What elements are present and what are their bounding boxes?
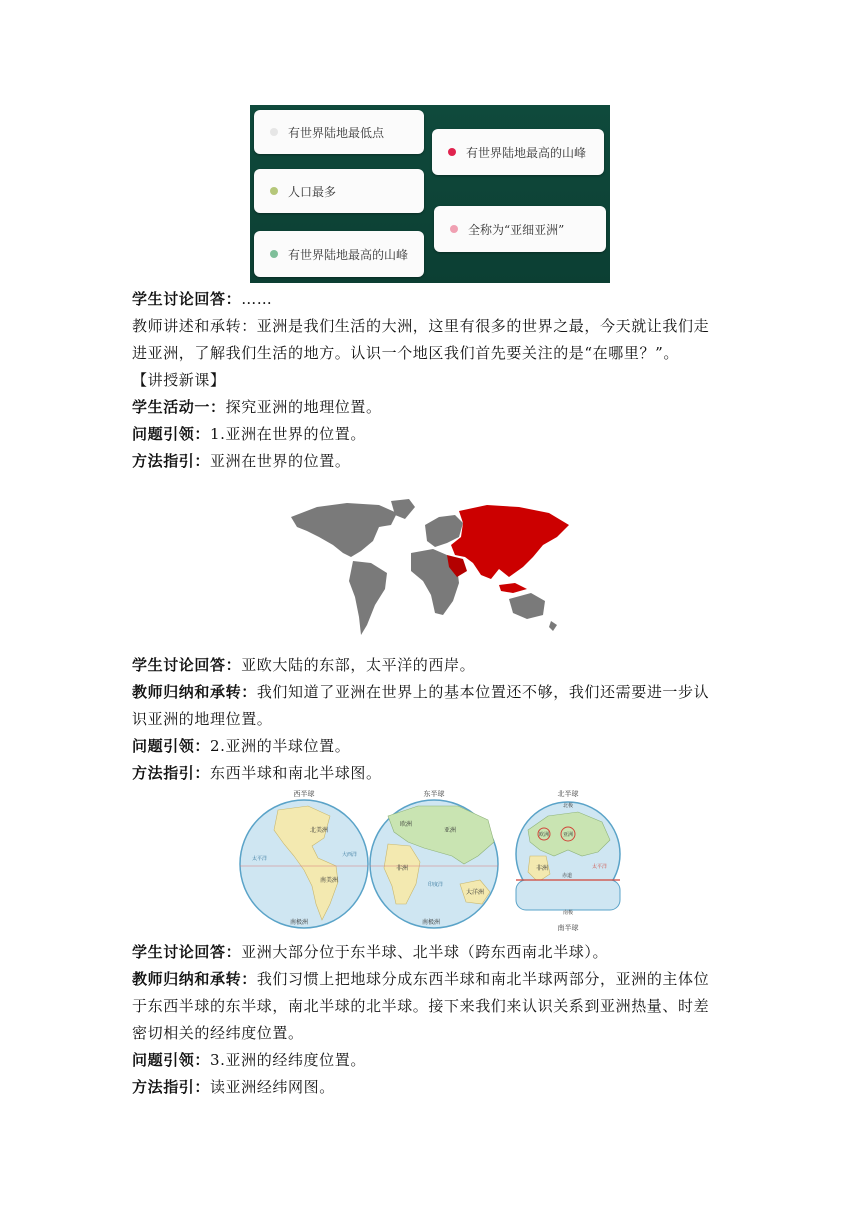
west-hemisphere-title: 西半球 bbox=[293, 790, 315, 798]
fact-card-text: 有世界陆地最高的山峰 bbox=[466, 145, 587, 160]
fact-card bbox=[254, 110, 424, 154]
paragraph: 问题引领：1.亚洲在世界的位置。 bbox=[132, 425, 366, 443]
north-america-shape bbox=[291, 503, 397, 557]
asia-facts-board-image bbox=[250, 105, 610, 283]
paragraph: 方法指引：东西半球和南北半球图。 bbox=[132, 764, 382, 782]
paragraph: 问题引领：2.亚洲的半球位置。 bbox=[132, 737, 351, 755]
label-asia-north: 亚洲 bbox=[562, 832, 574, 838]
text-block-1 bbox=[132, 286, 724, 475]
fact-card-text: 有世界陆地最高的山峰 bbox=[288, 247, 409, 262]
fact-card bbox=[434, 206, 606, 252]
label-asia: 亚洲 bbox=[444, 827, 457, 834]
label-europe-north: 欧洲 bbox=[538, 832, 550, 838]
label-europe: 欧洲 bbox=[400, 821, 413, 828]
paragraph: 教师归纳和承转：我们知道了亚洲在世界上的基本位置还不够，我们还需要进一步认识亚洲的地理位置。 bbox=[132, 683, 710, 728]
bullet-dot-icon bbox=[270, 128, 278, 136]
fact-card-text: 人口最多 bbox=[288, 184, 337, 199]
label-pacific-north: 太平洋 bbox=[592, 864, 608, 870]
paragraph: 方法指引：读亚洲经纬网图。 bbox=[132, 1078, 335, 1096]
label-africa: 非洲 bbox=[396, 865, 409, 872]
label-south-pole: 南极 bbox=[562, 910, 574, 916]
label-pacific: 太平洋 bbox=[252, 856, 268, 862]
label-north-pole: 北极 bbox=[562, 803, 574, 809]
asia-shape bbox=[451, 505, 569, 579]
bullet-dot-icon bbox=[270, 187, 278, 195]
fact-card-text: 全称为“亚细亚洲” bbox=[468, 222, 565, 237]
paragraph: 教师归纳和承转：我们习惯上把地球分成东西半球和南北半球两部分，亚洲的主体位于东西半球的东半球，南北半球的北半球。接下来我们来认识关系到亚洲热量、时差密切相关的经纬度位置。 bbox=[132, 970, 710, 1042]
fact-card bbox=[432, 129, 604, 175]
bullet-dot-icon bbox=[448, 148, 456, 156]
label-atlantic: 大西洋 bbox=[342, 852, 358, 858]
paragraph: 教师讲述和承转：亚洲是我们生活的大洲，这里有很多的世界之最，今天就让我们走进亚洲，了解我们生活的地方。认识一个地区我们首先要关注的是“在哪里？”。 bbox=[132, 317, 710, 362]
south-hemisphere-band bbox=[516, 880, 620, 910]
paragraph: 学生讨论回答：…… bbox=[132, 290, 273, 308]
paragraph: 学生讨论回答：亚洲大部分位于东半球、北半球（跨东西南北半球）。 bbox=[132, 943, 609, 961]
hemisphere-globes-figure bbox=[238, 786, 632, 934]
bullet-dot-icon bbox=[270, 250, 278, 258]
south-hemisphere-title: 南半球 bbox=[557, 924, 579, 932]
paragraph: 问题引领：3.亚洲的经纬度位置。 bbox=[132, 1051, 366, 1069]
east-hemisphere-title: 东半球 bbox=[423, 790, 445, 798]
new-zealand-shape bbox=[549, 621, 557, 631]
label-africa-north: 非洲 bbox=[536, 865, 549, 872]
australia-shape bbox=[509, 593, 545, 619]
label-antarctica-west: 南极洲 bbox=[290, 919, 309, 926]
world-map-asia-highlight bbox=[287, 497, 571, 641]
fact-card bbox=[254, 169, 424, 213]
paragraph: 方法指引：亚洲在世界的位置。 bbox=[132, 452, 351, 470]
north-hemisphere-title: 北半球 bbox=[557, 790, 579, 798]
label-equator: 赤道 bbox=[562, 873, 573, 879]
label-antarctica-east: 南极洲 bbox=[422, 919, 441, 926]
south-america-shape bbox=[349, 561, 387, 635]
fact-card-text: 有世界陆地最低点 bbox=[288, 125, 385, 140]
label-indian-ocean: 印度洋 bbox=[428, 882, 444, 888]
fact-card bbox=[254, 231, 424, 277]
bullet-dot-icon bbox=[450, 225, 458, 233]
paragraph: 学生讨论回答：亚欧大陆的东部，太平洋的西岸。 bbox=[132, 656, 476, 674]
text-block-3 bbox=[132, 939, 724, 1101]
paragraph: 学生活动一：探究亚洲的地理位置。 bbox=[132, 398, 382, 416]
label-south-america: 南美洲 bbox=[320, 877, 339, 884]
label-oceania: 大洋洲 bbox=[466, 889, 485, 896]
section-heading: 【讲授新课】 bbox=[132, 371, 226, 389]
indonesia-shape bbox=[499, 583, 527, 593]
text-block-2 bbox=[132, 652, 724, 787]
label-north-america: 北美洲 bbox=[310, 827, 329, 834]
